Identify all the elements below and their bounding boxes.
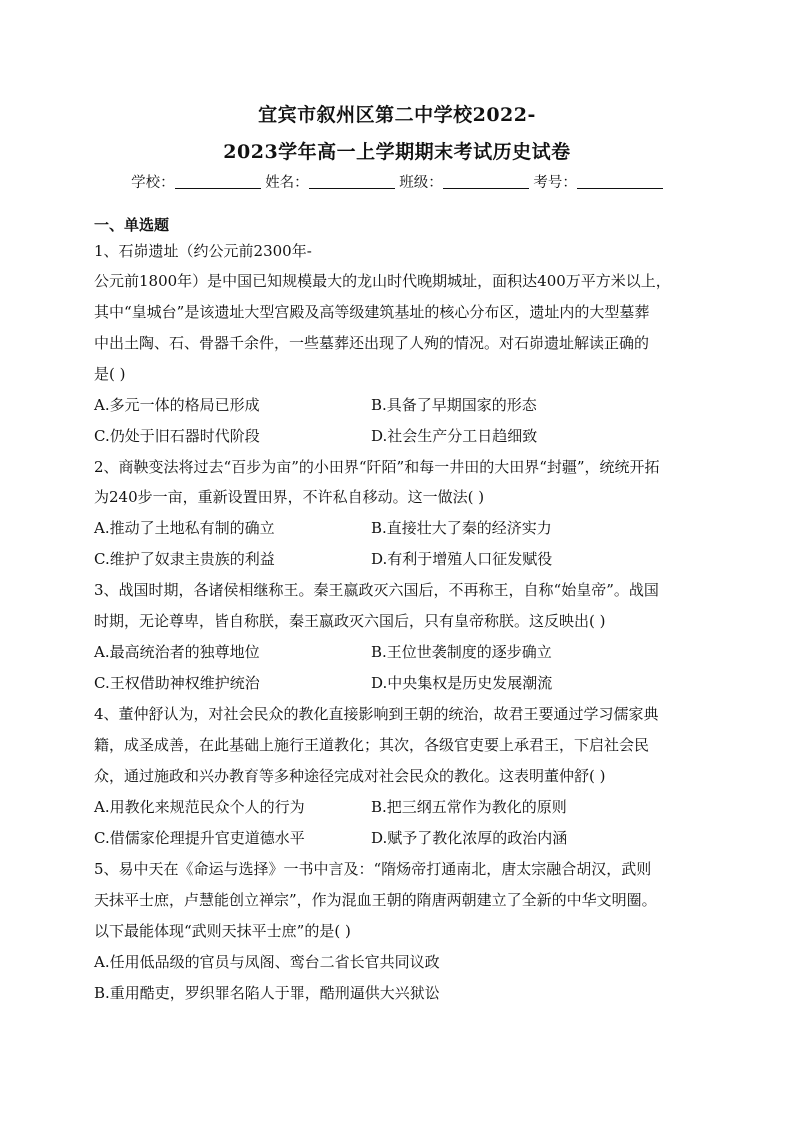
q1-option-c: C.仍处于旧石器时代阶段 [94,427,260,445]
q4-stem-line: 4、董仲舒认为，对社会民众的教化直接影响到王朝的统治，故君王要通过学习儒家典 [94,705,659,723]
exam-title-line2: 2023学年高一上学期期末考试历史试卷 [223,141,571,163]
q4-option-d: D.赋予了教化浓厚的政治内涵 [371,829,568,847]
q2-stem-line: 2、商鞅变法将过去“百步为亩”的小田界“阡陌”和每一井田的大田界“封疆”，统统开拓 [94,458,660,476]
q5-stem-line: 5、易中天在《命运与选择》一书中言及：“隋炀帝打通南北，唐太宗融合胡汉，武则 [94,860,652,878]
q2-option-c: C.维护了奴隶主贵族的利益 [94,550,275,568]
q2-stem-line: 为240步一亩，重新设置田界，不许私自移动。这一做法( ) [94,488,485,506]
q5-stem-line: 以下最能体现“武则天抹平士庶”的是( ) [94,922,351,940]
school-label: 学校： [131,175,175,191]
q2-option-b: B.直接壮大了秦的经济实力 [371,519,552,537]
name-label: 姓名： [265,175,309,191]
q3-option-b: B.王位世袭制度的逐步确立 [371,643,552,661]
q1-stem-line: 中出土陶、石、骨器千余件，一些墓葬还出现了人殉的情况。对石峁遗址解读正确的 [94,334,650,352]
q4-stem-line: 籍，成圣成善，在此基础上施行王道教化；其次，各级官吏要上承君王，下启社会民 [94,736,650,754]
q3-stem-line: 3、战国时期，各诸侯相继称王。秦王嬴政灭六国后，不再称王，自称“始皇帝”。战国 [94,581,659,599]
q1-stem-line: 其中“皇城台”是该遗址大型宫殿及高等级建筑基址的核心分布区，遗址内的大型墓葬 [94,303,650,321]
school-blank [175,174,261,189]
q5-stem-line: 天抹平士庶，卢慧能创立禅宗”，作为混血王朝的隋唐两朝建立了全新的中华文明圈。 [94,891,657,909]
q2-option-d: D.有利于增殖人口征发赋役 [371,550,553,568]
q3-option-d: D.中央集权是历史发展潮流 [371,674,553,692]
section-title: 一、单选题 [94,216,170,234]
q4-stem-line: 众，通过施政和兴办教育等多种途径完成对社会民众的教化。这表明董仲舒( ) [94,767,606,785]
q1-stem-line: 1、石峁遗址（约公元前2300年- [94,242,312,260]
q3-stem-line: 时期，无论尊卑，皆自称朕，秦王嬴政灭六国后，只有皇帝称朕。这反映出( ) [94,612,606,630]
q1-stem-line: 公元前1800年）是中国已知规模最大的龙山时代晚期城址，面积达400万平方米以上， [94,272,671,290]
exam-number-blank [577,174,663,189]
student-info-row [0,171,794,192]
q4-option-c: C.借儒家伦理提升官吏道德水平 [94,829,305,847]
q1-stem-line: 是( ) [94,365,126,383]
exam-number-label: 考号： [533,175,577,191]
class-label: 班级： [399,175,443,191]
q2-option-a: A.推动了土地私有制的确立 [94,519,275,537]
q5-option-a: A.任用低品级的官员与凤阁、鸾台二省长官共同议政 [94,953,440,971]
class-blank [443,174,529,189]
q1-option-b: B.具备了早期国家的形态 [371,396,537,414]
name-blank [309,174,395,189]
q4-option-b: B.把三纲五常作为教化的原则 [371,798,567,816]
q1-option-d: D.社会生产分工日趋细致 [371,427,538,445]
q5-option-b: B.重用酷吏，罗织罪名陷人于罪，酷刑逼供大兴狱讼 [94,984,440,1002]
q4-option-a: A.用教化来规范民众个人的行为 [94,798,305,816]
q3-option-c: C.王权借助神权维护统治 [94,674,260,692]
exam-title-line1: 宜宾市叙州区第二中学校2022- [258,104,536,126]
q3-option-a: A.最高统治者的独尊地位 [94,643,260,661]
q1-option-a: A.多元一体的格局已形成 [94,396,260,414]
